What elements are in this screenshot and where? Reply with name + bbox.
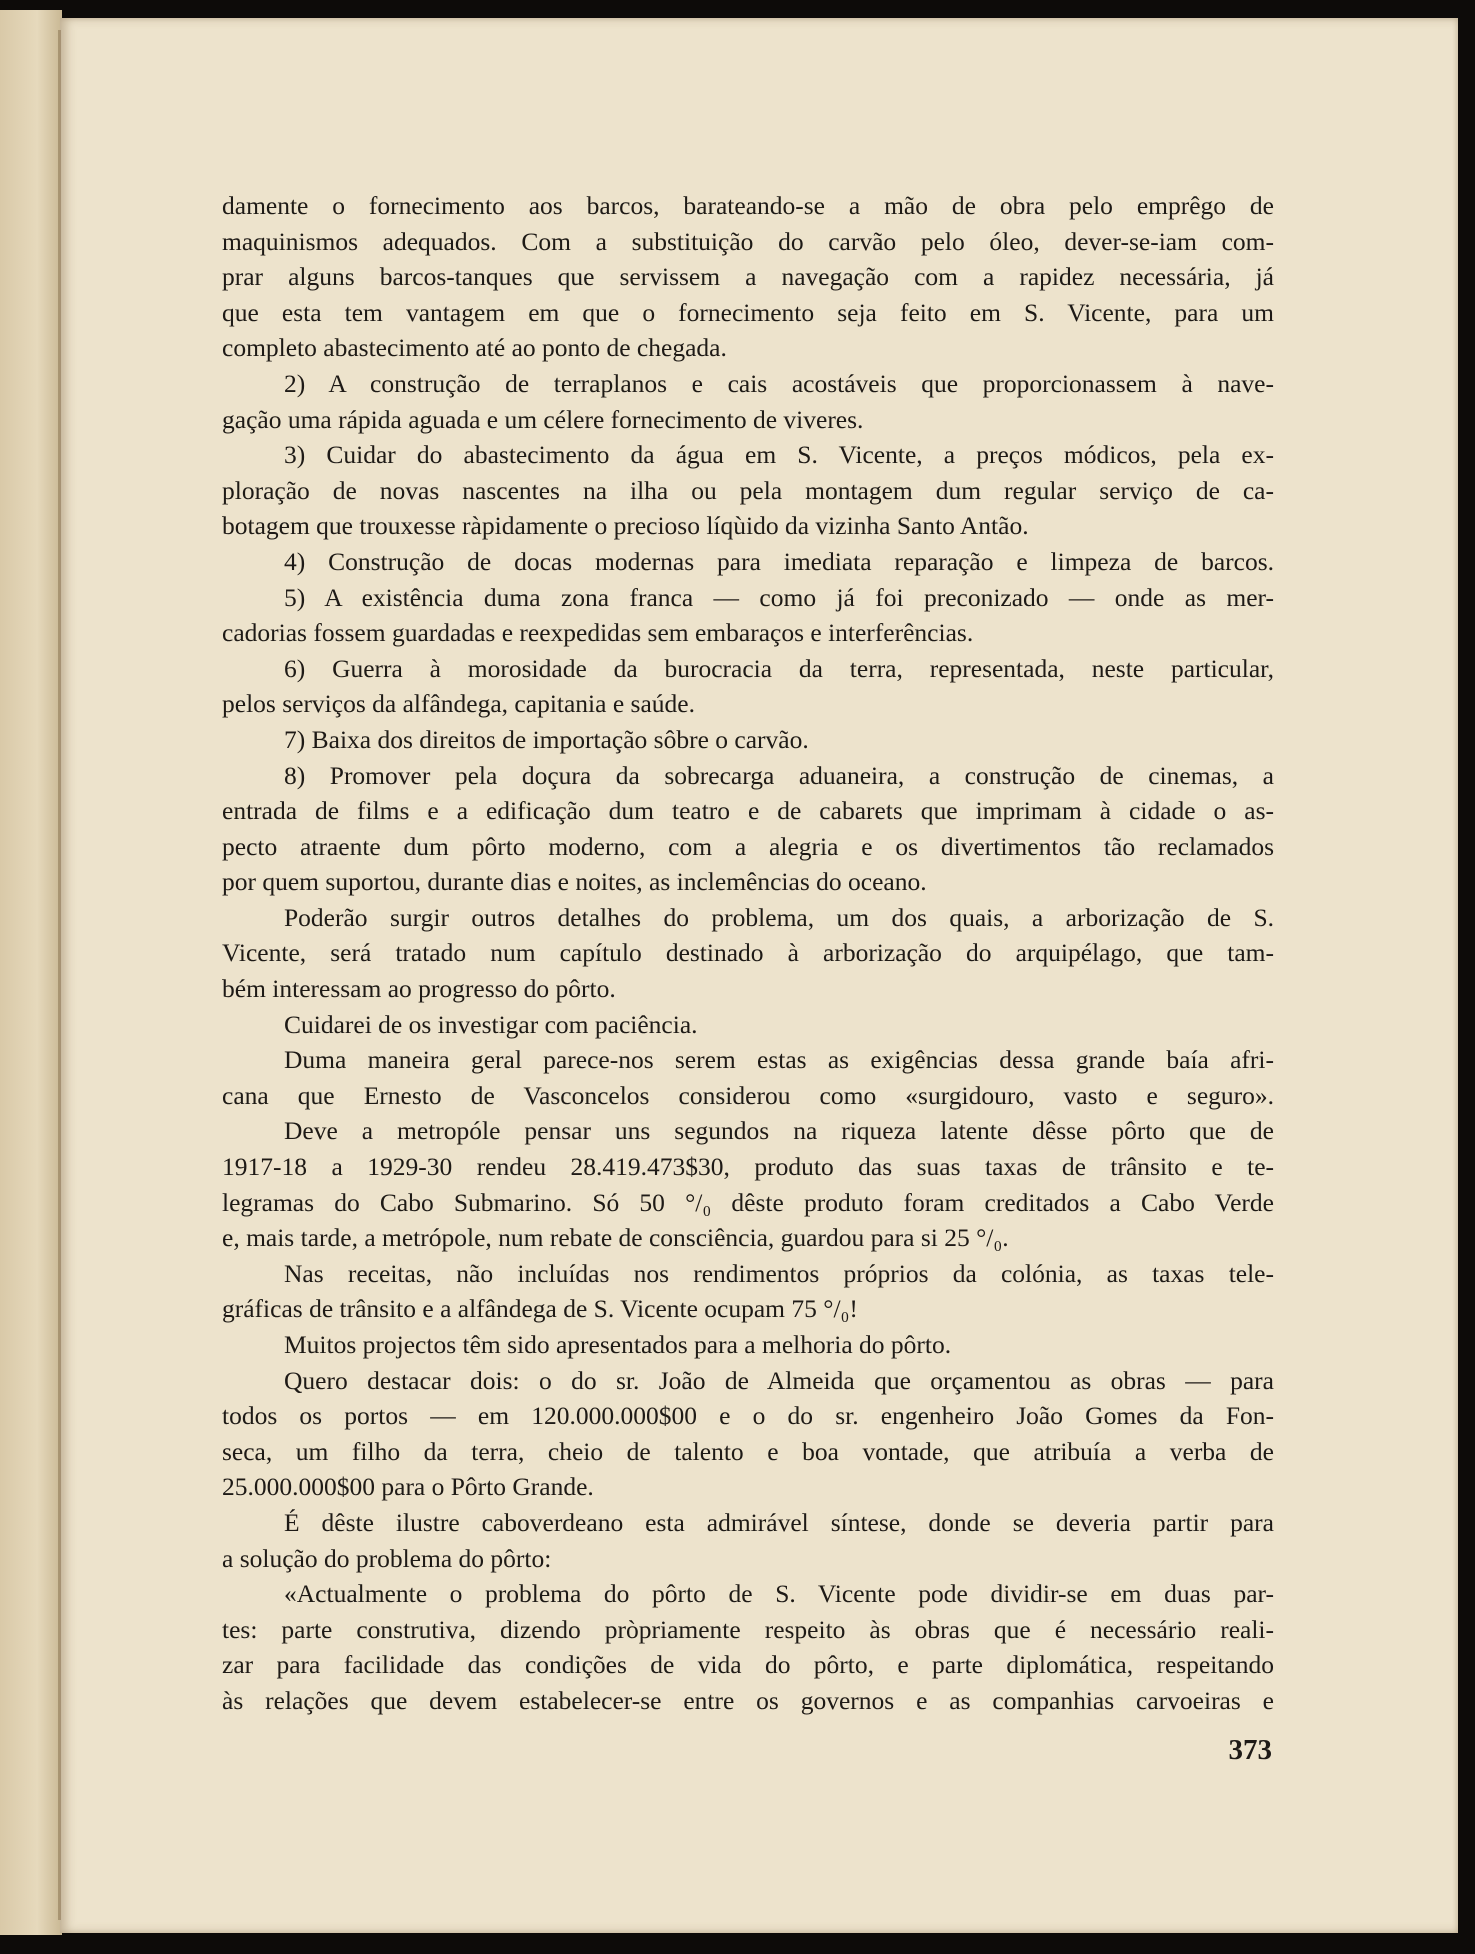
text-line: gação uma rápida aguada e um célere fornecimento de viveres. [222, 404, 864, 434]
text-line: por quem suportou, durante dias e noites, as inclemências do oceano. [222, 867, 927, 897]
text-line: «Actualmente o problema do pôrto de S. Vicente pode dividir-se em duas par- [284, 1579, 1274, 1609]
text-line: e, mais tarde, a metrópole, num rebate de consciência, guardou para si 25 °/₀. [222, 1223, 1009, 1253]
text-line: 5) A existência duma zona franca — como já foi preconizado — onde as mer- [284, 582, 1274, 612]
text-line: 1917-18 a 1929-30 rendeu 28.419.473$30, produto das suas taxas de trânsito e te- [222, 1152, 1274, 1182]
text-line: Poderão surgir outros detalhes do problema, um dos quais, a arborização de S. [284, 902, 1274, 932]
text-line: zar para facilidade das condições de vida do pôrto, e parte diplomática, respeitando [222, 1650, 1274, 1680]
text-line: Vicente, será tratado num capítulo destinado à arborização do arquipélago, que tam- [222, 938, 1274, 968]
left-page-edge [0, 10, 62, 1935]
text-line: Deve a metropóle pensar uns segundos na riqueza latente dêsse pôrto que de [284, 1116, 1274, 1146]
text-line: 7) Baixa dos direitos de importação sôbre o carvão. [284, 724, 809, 754]
text-line: 25.000.000$00 para o Pôrto Grande. [222, 1472, 594, 1502]
page-number: 373 [1228, 1734, 1272, 1766]
text-line: Quero destacar dois: o do sr. João de Almeida que orçamentou as obras — para [284, 1365, 1274, 1395]
text-line: que esta tem vantagem em que o fornecimento seja feito em S. Vicente, para um [222, 297, 1274, 327]
text-line: seca, um filho da terra, cheio de talento e boa vontade, que atribuía a verba de [222, 1436, 1274, 1466]
text-line: Nas receitas, não incluídas nos rendimentos próprios da colónia, as taxas tele- [284, 1258, 1274, 1288]
text-line: Cuidarei de os investigar com paciência. [284, 1009, 698, 1039]
text-line: Muitos projectos têm sido apresentados para a melhoria do pôrto. [284, 1330, 952, 1359]
text-line: pelos serviços da alfândega, capitania e saúde. [222, 689, 695, 719]
text-line: gráficas de trânsito e a alfândega de S. Vicente ocupam 75 °/₀! [222, 1294, 858, 1324]
text-line: 2) A construção de terraplanos e cais acostáveis que proporcionassem à nave- [284, 368, 1274, 398]
text-line: 4) Construção de docas modernas para imediata reparação e limpeza de barcos. [284, 546, 1274, 576]
text-line: completo abastecimento até ao ponto de chegada. [222, 333, 727, 363]
text-line: maquinismos adequados. Com a substituição do carvão pelo óleo, dever-se-iam com- [222, 226, 1274, 256]
text-line: todos os portos — em 120.000.000$00 e o do sr. engenheiro João Gomes da Fon- [222, 1401, 1274, 1431]
text-line: botagem que trouxesse ràpidamente o precioso líqùido da vizinha Santo Antão. [222, 511, 1029, 541]
binding-fold [58, 30, 61, 1920]
text-line: prar alguns barcos-tanques que servissem a navegação com a rapidez necessária, já [222, 262, 1274, 292]
text-line: pecto atraente dum pôrto moderno, com a alegria e os divertimentos tão reclamados [222, 831, 1274, 861]
text-line: Duma maneira geral parece-nos serem estas as exigências dessa grande baía afri- [284, 1045, 1274, 1075]
text-line: damente o fornecimento aos barcos, barateando-se a mão de obra pelo emprêgo de [222, 191, 1274, 220]
body-text [222, 188, 1274, 1719]
text-line: ploração de novas nascentes na ilha ou pela montagem dum regular serviço de ca- [222, 475, 1274, 505]
text-line: a solução do problema do pôrto: [222, 1543, 552, 1573]
text-line: às relações que devem estabelecer-se entre os governos e as companhias carvoeiras e [222, 1685, 1274, 1715]
text-line: bém interessam ao progresso do pôrto. [222, 974, 616, 1004]
text-line: É dêste ilustre caboverdeano esta admirável síntese, donde se deveria partir para [284, 1507, 1274, 1537]
text-line: 6) Guerra à morosidade da burocracia da terra, representada, neste particular, [284, 653, 1274, 683]
text-line: legramas do Cabo Submarino. Só 50 °/₀ dêste produto foram creditados a Cabo Verde [222, 1187, 1274, 1217]
text-line: tes: parte construtiva, dizendo pròpriamente respeito às obras que é necessário reali- [222, 1614, 1274, 1644]
text-line: 8) Promover pela doçura da sobrecarga aduaneira, a construção de cinemas, a [284, 760, 1274, 790]
text-line: cana que Ernesto de Vasconcelos considerou como «surgidouro, vasto e seguro». [222, 1080, 1274, 1110]
text-line: 3) Cuidar do abastecimento da água em S. Vicente, a preços módicos, pela ex- [284, 440, 1274, 470]
text-line: entrada de films e a edificação dum teatro e de cabarets que imprimam à cidade o as- [222, 796, 1274, 826]
text-line: cadorias fossem guardadas e reexpedidas sem embaraços e interferências. [222, 618, 974, 648]
